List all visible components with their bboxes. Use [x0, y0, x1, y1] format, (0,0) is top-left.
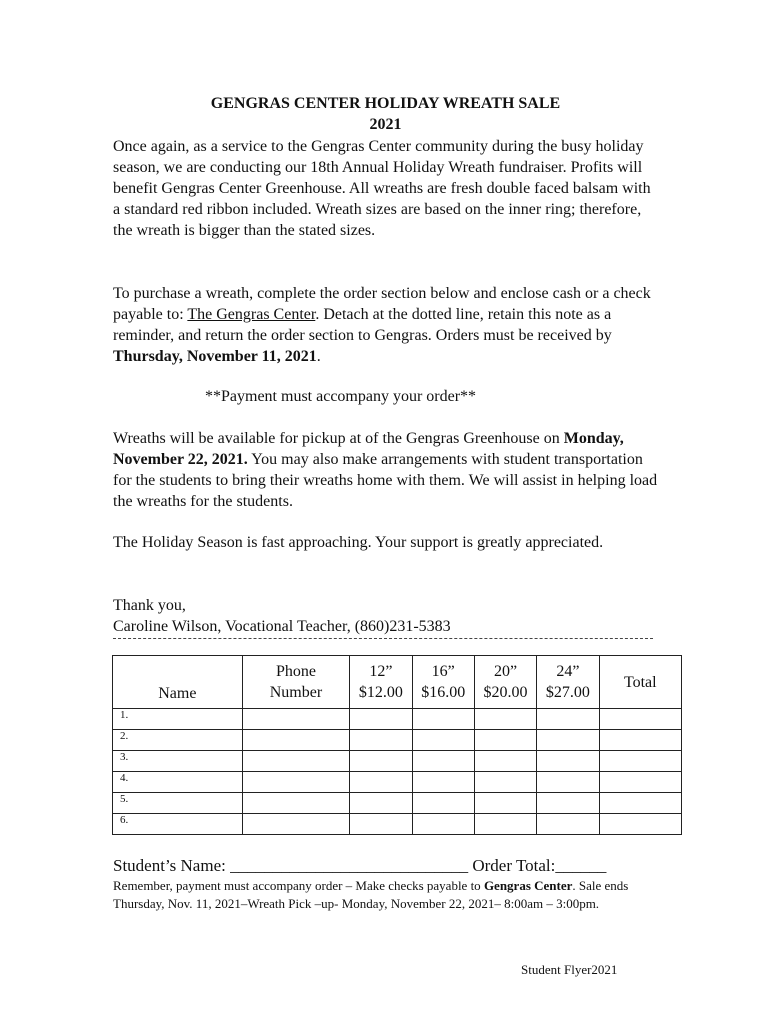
qty-24-cell[interactable]: [537, 814, 599, 835]
thanks-line: Thank you,: [113, 597, 186, 614]
order-table-header-row: [113, 656, 682, 709]
table-row: [113, 793, 682, 814]
flyer-year: 2021: [369, 116, 402, 133]
intro-paragraph: Once again, as a service to the Gengras Center community during the busy holiday season, we are conducting our 18th Annual Holiday Wreath fundraiser. Profits will benefit Gengras Center Greenhouse. All wreaths are fresh double faced balsam with a standard red ribbon included. Wreath sizes are based on the inner ring; therefore, the wreath is bigger than the stated sizes.: [113, 138, 651, 239]
student-name-blank[interactable]: ____________________________: [230, 856, 469, 875]
header-name: Name: [113, 656, 243, 709]
header-phone: [242, 656, 350, 709]
payment-note: **Payment must accompany your order**: [205, 388, 477, 405]
qty-12-cell[interactable]: [350, 751, 412, 772]
header-size-24: [537, 656, 599, 709]
header-size-20: [474, 656, 536, 709]
qty-20-cell[interactable]: [474, 793, 536, 814]
qty-20-cell[interactable]: [474, 814, 536, 835]
student-name-line: [113, 855, 606, 877]
pickup-date: Monday, November 22, 2021.: [113, 430, 624, 468]
size-16-label: 16”: [431, 663, 455, 680]
qty-12-cell[interactable]: [350, 709, 412, 730]
total-cell[interactable]: [599, 772, 681, 793]
qty-20-cell[interactable]: [474, 709, 536, 730]
order-deadline: Thursday, November 11, 2021: [113, 348, 317, 365]
qty-24-cell[interactable]: [537, 709, 599, 730]
purchase-text-end: .: [316, 348, 321, 365]
table-row: [113, 709, 682, 730]
pickup-text-end: You may also make arrangements with student transportation for the students to bring their wreaths home with them. We will assist in helping load the wreaths for the students.: [113, 451, 658, 510]
footer-label: Student Flyer2021: [521, 962, 618, 977]
purchase-paragraph: [113, 283, 658, 367]
qty-12-cell[interactable]: [350, 814, 412, 835]
size-16-price: $16.00: [421, 684, 466, 701]
qty-16-cell[interactable]: [412, 730, 474, 751]
row-number[interactable]: 2.: [113, 730, 243, 751]
table-row: [113, 730, 682, 751]
detach-dotted-line: [113, 638, 653, 639]
reminder-text-end: . Sale ends Thursday, Nov. 11, 2021–Wreath Pick –up- Monday, November 22, 2021– 8:00am – 3:00pm.: [113, 878, 629, 911]
signature-line: Caroline Wilson, Vocational Teacher, (860)231-5383: [113, 618, 451, 635]
row-number[interactable]: 4.: [113, 772, 243, 793]
size-20-price: $20.00: [483, 684, 528, 701]
row-number[interactable]: 1.: [113, 709, 243, 730]
qty-16-cell[interactable]: [412, 793, 474, 814]
phone-cell[interactable]: [242, 709, 350, 730]
qty-16-cell[interactable]: [412, 709, 474, 730]
header-size-12: [350, 656, 412, 709]
pickup-paragraph: [113, 428, 658, 512]
size-24-price: $27.00: [545, 684, 590, 701]
qty-16-cell[interactable]: [412, 751, 474, 772]
flyer-title: GENGRAS CENTER HOLIDAY WREATH SALE: [210, 95, 561, 112]
payee-name: The Gengras Center: [187, 306, 316, 323]
total-cell[interactable]: [599, 814, 681, 835]
qty-24-cell[interactable]: [537, 793, 599, 814]
table-row: [113, 751, 682, 772]
qty-20-cell[interactable]: [474, 730, 536, 751]
table-row: [113, 772, 682, 793]
reminder-text-start: Remember, payment must accompany order – Make checks payable to: [113, 878, 484, 893]
qty-24-cell[interactable]: [537, 730, 599, 751]
order-total-label: Order Total:: [468, 856, 556, 875]
qty-12-cell[interactable]: [350, 772, 412, 793]
order-total-blank[interactable]: ______: [555, 856, 607, 875]
header-phone-line2: Number: [269, 684, 323, 701]
size-12-price: $12.00: [358, 684, 403, 701]
row-number[interactable]: 6.: [113, 814, 243, 835]
size-20-label: 20”: [494, 663, 518, 680]
qty-20-cell[interactable]: [474, 751, 536, 772]
header-size-16: [412, 656, 474, 709]
purchase-text-start: To purchase a wreath, complete the order section below and enclose cash or a check payable to:: [113, 285, 651, 323]
qty-12-cell[interactable]: [350, 793, 412, 814]
total-cell[interactable]: [599, 709, 681, 730]
size-12-label: 12”: [369, 663, 393, 680]
qty-24-cell[interactable]: [537, 751, 599, 772]
row-number[interactable]: 3.: [113, 751, 243, 772]
pickup-text-start: Wreaths will be available for pickup at of the Gengras Greenhouse on: [113, 430, 564, 447]
qty-16-cell[interactable]: [412, 814, 474, 835]
phone-cell[interactable]: [242, 814, 350, 835]
phone-cell[interactable]: [242, 772, 350, 793]
student-name-label: Student’s Name:: [113, 856, 231, 875]
header-phone-line1: Phone: [275, 663, 316, 680]
total-cell[interactable]: [599, 793, 681, 814]
reminder-payee: Gengras Center: [483, 878, 573, 893]
qty-24-cell[interactable]: [537, 772, 599, 793]
total-cell[interactable]: [599, 751, 681, 772]
reminder-note: [113, 877, 663, 913]
phone-cell[interactable]: [242, 751, 350, 772]
qty-20-cell[interactable]: [474, 772, 536, 793]
phone-cell[interactable]: [242, 793, 350, 814]
qty-12-cell[interactable]: [350, 730, 412, 751]
phone-cell[interactable]: [242, 730, 350, 751]
header-total: Total: [599, 656, 681, 709]
size-24-label: 24”: [556, 663, 580, 680]
table-row: [113, 814, 682, 835]
purchase-text-middle: . Detach at the dotted line, retain this note as a reminder, and return the order section to Gengras. Orders must be received by: [113, 306, 612, 344]
order-table: [112, 655, 682, 835]
qty-16-cell[interactable]: [412, 772, 474, 793]
total-cell[interactable]: [599, 730, 681, 751]
season-paragraph: The Holiday Season is fast approaching. Your support is greatly appreciated.: [113, 534, 604, 551]
row-number[interactable]: 5.: [113, 793, 243, 814]
